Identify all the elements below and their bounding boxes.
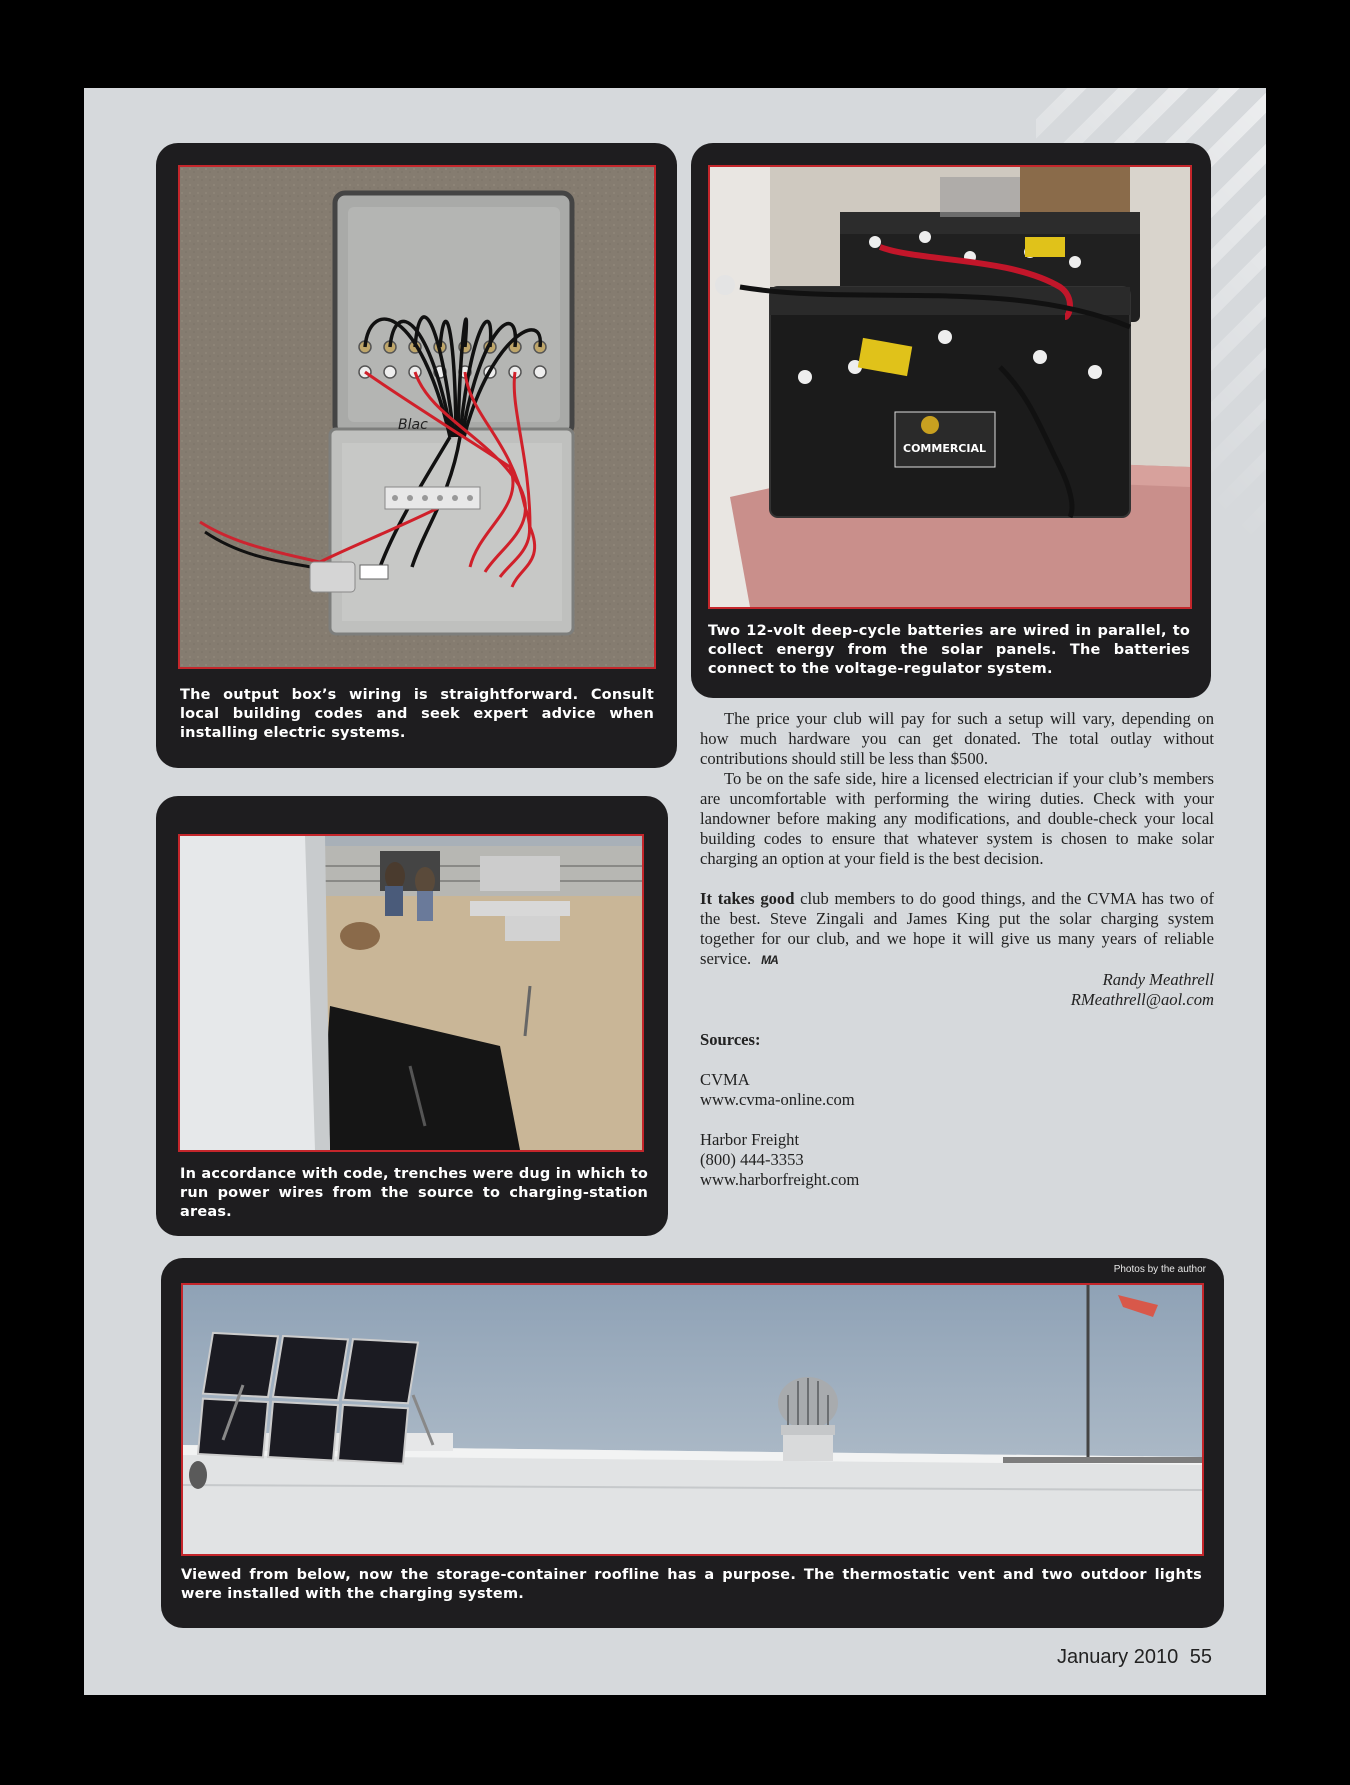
battery-brand-text: COMMERCIAL [903, 442, 986, 455]
article-column [700, 709, 1214, 1190]
article-paragraph-3 [700, 889, 1214, 970]
photo-panel-output-box [156, 143, 677, 768]
batteries-illustration [710, 167, 1190, 607]
article-paragraph-3-text: club members to do good things, and the CVMA has two of the best. Steve Zingali and James King put the solar charging system together for our club, and we hope it will give us many years of reliable service. [700, 889, 1214, 968]
output-box-illustration [180, 167, 654, 667]
magazine-page [84, 88, 1266, 1695]
article-lead-in: It takes good [700, 889, 795, 908]
caption-trenches: In accordance with code, trenches were dug in which to run power wires from the source to charging-station areas. [180, 1166, 648, 1220]
photo-panel-batteries [691, 143, 1211, 698]
page-folio [1057, 1646, 1212, 1669]
author-email[interactable]: RMeathrell@aol.com [1070, 990, 1214, 1009]
roofline-illustration [183, 1285, 1202, 1554]
source-name: CVMA [700, 1070, 750, 1089]
folio-page-number: 55 [1189, 1646, 1212, 1668]
photo-panel-roofline [161, 1258, 1224, 1628]
photo-credit: Photos by the author [1113, 1264, 1206, 1275]
photo-output-box [178, 165, 656, 669]
photo-roofline [181, 1283, 1204, 1556]
caption-batteries: Two 12-volt deep-cycle batteries are wired in parallel, to collect energy from the solar panels. The batteries connect to the voltage-regulator system. [708, 623, 1190, 677]
source-name: Harbor Freight [700, 1130, 800, 1149]
photo-panel-trenches [156, 796, 668, 1236]
author-name: Randy Meathrell [1102, 970, 1214, 989]
caption-roofline: Viewed from below, now the storage-container roofline has a purpose. The thermostatic vent and two outdoor lights were installed with the charging system. [181, 1567, 1202, 1602]
source-phone: (800) 444-3353 [700, 1150, 804, 1169]
source-entry [700, 1070, 1214, 1110]
source-url[interactable]: www.cvma-online.com [700, 1090, 855, 1109]
photo-trenches [178, 834, 644, 1152]
box-marking-text: Blac [398, 417, 428, 433]
source-url[interactable]: www.harborfreight.com [700, 1170, 860, 1189]
caption-output-box: The output box’s wiring is straightforward. Consult local building codes and seek expert advice when installing electric systems. [180, 687, 654, 741]
article-paragraph-2: To be on the safe side, hire a licensed electrician if your club’s members are uncomfortable with performing the wiring duties. Check with your landowner before making any modifications, and double-check your local building codes to ensure that whatever system is chosen to make solar charging an option at your field is the best decision. [700, 769, 1214, 868]
folio-issue: January 2010 [1056, 1646, 1179, 1668]
trenches-illustration [180, 836, 642, 1150]
photo-batteries [708, 165, 1192, 609]
sources-heading: Sources: [700, 1030, 761, 1049]
source-entry [700, 1130, 1214, 1190]
article-paragraph-1: The price your club will pay for such a setup will vary, depending on how much hardware you can get donated. The total outlay without contributions should still be less than $500. [700, 709, 1214, 768]
end-mark: MA [761, 953, 778, 967]
